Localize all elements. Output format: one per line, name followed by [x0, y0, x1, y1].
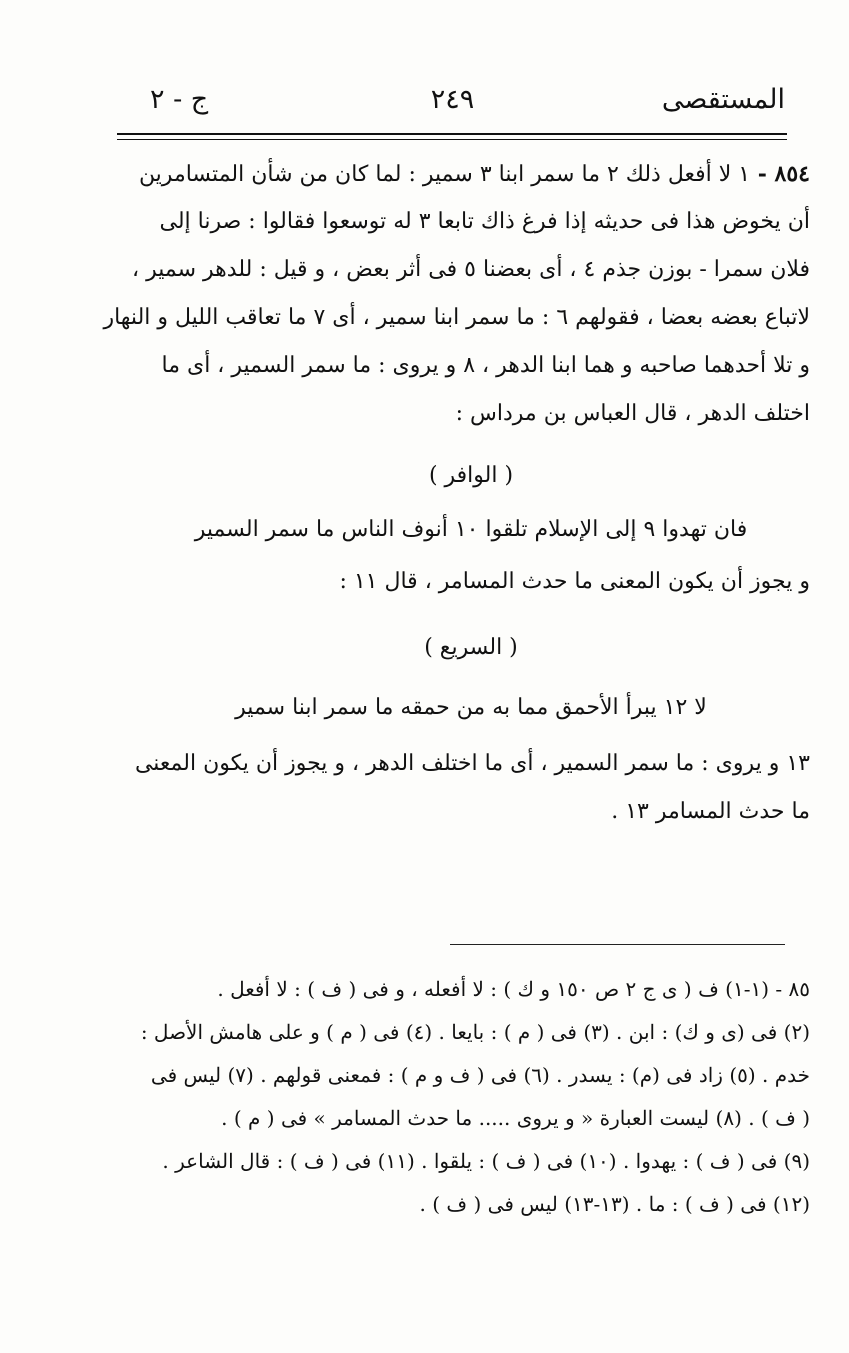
header-rule-thin	[117, 139, 787, 140]
entry-number: ٨٥٤ -	[750, 161, 810, 187]
meter-label: ( الوافر )	[428, 463, 514, 488]
footnote-line: (٩) فى ( ف ) : يهدوا . (١٠) فى ( ف ) : يلقوا . (١١) فى ( ف ) : قال الشاعر .	[162, 1149, 810, 1173]
text-line: و تلا أحدهما صاحبه و هما ابنا الدهر ، ٨ و يروى : ما سمر السمير ، أى ما	[161, 353, 810, 378]
text-line: و يجوز أن يكون المعنى ما حدث المسامر ، قال ١١ :	[339, 569, 810, 594]
text-line: فلان سمرا - بوزن جذم ٤ ، أى بعضنا ٥ فى أثر بعض ، و قيل : للدهر سمير ،	[132, 257, 810, 282]
text-line: لاتباع بعضه بعضا ، فقولهم ٦ : ما سمر ابنا سمير ، أى ٧ ما تعاقب الليل و النهار	[103, 305, 810, 330]
footnotes	[132, 968, 810, 1226]
meter-label: ( السريع )	[424, 635, 518, 660]
footnote-separator	[450, 944, 785, 945]
text-line: ١٣ و يروى : ما سمر السمير ، أى ما اختلف الدهر ، و يجوز أن يكون المعنى	[134, 751, 810, 776]
running-header	[120, 84, 785, 124]
page-number: ٢٤٩	[430, 84, 475, 115]
main-text	[103, 150, 810, 836]
text-line: ما حدث المسامر ١٣ .	[611, 799, 810, 824]
volume-label: ج - ٢	[150, 84, 209, 115]
header-rule-thick	[117, 133, 787, 135]
footnote-line: خدم . (٥) زاد فى (م) : يسدر . (٦) فى ( ف و م ) : فمعنى قولهم . (٧) ليس فى	[150, 1063, 810, 1087]
text-line: أن يخوض هذا فى حديثه إذا فرغ ذاك تابعا ٣ له توسعوا فقالوا : صرنا إلى	[159, 209, 810, 234]
verse-line: فان تهدوا ٩ إلى الإسلام تلقوا ١٠ أنوف الناس ما سمر السمير	[194, 517, 748, 542]
footnote-line: (٢) فى (ى و ك) : ابن . (٣) فى ( م ) : بايعا . (٤) فى ( م ) و على هامش الأصل :	[140, 1020, 810, 1044]
text-line: اختلف الدهر ، قال العباس بن مرداس :	[455, 401, 810, 426]
text-line: ٨٥٤ - ١ لا أفعل ذلك ٢ ما سمر ابنا ٣ سمير : لما كان من شأن المتسامرين	[138, 161, 810, 187]
verse-line: لا ١٢ يبرأ الأحمق مما به من حمقه ما سمر ابنا سمير	[235, 695, 707, 720]
book-title: المستقصى	[661, 84, 785, 115]
footnote-line: ( ف ) . (٨) ليست العبارة « و يروى ..... ما حدث المسامر » فى ( م ) .	[221, 1106, 810, 1130]
footnote-line: ٨٥ - (١-١) ف ( ى ج ٢ ص ١٥٠ و ك ) : لا أفعله ، و فى ( ف ) : لا أفعل .	[217, 977, 810, 1001]
footnote-line: (١٢) فى ( ف ) : ما . (١٣-١٣) ليس فى ( ف ) .	[419, 1192, 810, 1216]
